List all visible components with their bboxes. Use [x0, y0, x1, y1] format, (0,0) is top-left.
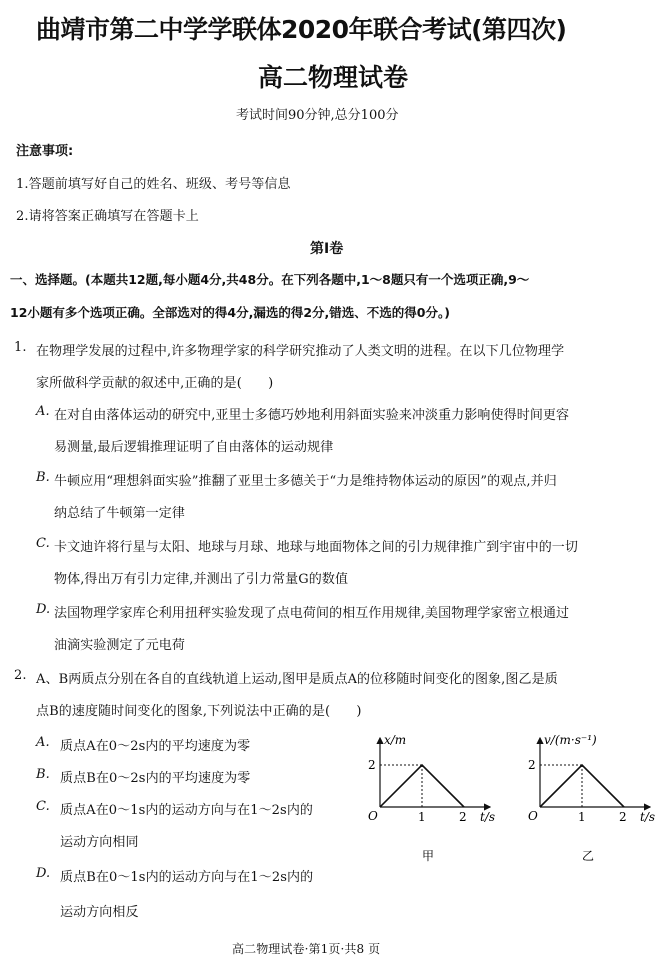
q2-option-a-line1: 质点A在0～2s内的平均速度为零	[60, 739, 251, 754]
part1-instructions-line2: 12小题有多个选项正确。全部选对的得4分,漏选的得2分,错选、不选的得0分。)	[10, 305, 450, 320]
notice-heading: 注意事项:	[16, 144, 74, 159]
q2-stem-line1: A、B两质点分别在各自的直线轨道上运动,图甲是质点A的位移随时间变化的图象,图乙是质	[36, 672, 558, 687]
q1-option-b-line1: 牛顿应用“理想斜面实验”推翻了亚里士多德关于“力是维持物体运动的原因”的观点,并归	[54, 474, 557, 489]
exam-subtitle: 高二物理试卷	[258, 63, 409, 92]
q1-option-d-line2: 油滴实验测定了元电荷	[54, 638, 186, 653]
jia-y-tick: 2	[368, 758, 376, 772]
jia-origin: O	[368, 809, 378, 823]
yi-origin: O	[528, 809, 538, 823]
part1-instructions-line1: 一、选择题。(本题共12题,每小题4分,共48分。在下列各题中,1～8题只有一个选项正确,9～	[10, 272, 530, 287]
yi-xlabel: t/s	[640, 810, 656, 824]
q1-option-a-letter: A.	[36, 404, 50, 419]
jia-xlabel: t/s	[480, 810, 496, 824]
q1-option-a-line2: 易测量,最后逻辑推理证明了自由落体的运动规律	[54, 440, 334, 455]
q1-stem-line2: 家所做科学贡献的叙述中,正确的是( )	[36, 376, 274, 391]
yi-ylabel: v/(m·s⁻¹)	[544, 733, 597, 747]
q2-option-d-line1: 质点B在0～1s内的运动方向与在1～2s内的	[60, 870, 314, 885]
graph-jia	[360, 730, 500, 870]
yi-x-tick-1: 1	[578, 810, 586, 824]
graph-yi	[520, 730, 660, 870]
q2-option-b-line1: 质点B在0～2s内的平均速度为零	[60, 771, 251, 786]
q2-option-b-letter: B.	[36, 767, 50, 782]
q2-number: 2.	[14, 668, 27, 683]
q2-option-d-letter: D.	[36, 866, 51, 881]
q2-option-a-letter: A.	[36, 735, 50, 750]
q2-option-c-line1: 质点A在0～1s内的运动方向与在1～2s内的	[60, 803, 314, 818]
notice-item-1: 1.答题前填写好自己的姓名、班级、考号等信息	[16, 177, 291, 192]
jia-ylabel: x/m	[384, 733, 407, 747]
section-title: 第Ⅰ卷	[310, 241, 344, 257]
q2-option-d-line2: 运动方向相反	[60, 905, 139, 920]
q2-option-c-letter: C.	[36, 799, 50, 814]
q1-stem-line1: 在物理学发展的过程中,许多物理学家的科学研究推动了人类文明的进程。在以下几位物理学	[36, 344, 565, 359]
q1-option-a-line1: 在对自由落体运动的研究中,亚里士多德巧妙地利用斜面实验来冲淡重力影响使得时间更容	[54, 408, 570, 423]
exam-title: 曲靖市第二中学学联体2020年联合考试(第四次)	[36, 15, 567, 44]
q1-option-c-line1: 卡文迪许将行星与太阳、地球与月球、地球与地面物体之间的引力规律推广到宇宙中的一切	[54, 540, 579, 555]
yi-x-tick-2: 2	[619, 810, 627, 824]
q1-number: 1.	[14, 340, 27, 355]
q1-option-d-line1: 法国物理学家库仑利用扭秤实验发现了点电荷间的相互作用规律,美国物理学家密立根通过	[54, 606, 570, 621]
q1-option-b-line2: 纳总结了牛顿第一定律	[54, 506, 186, 521]
page-footer: 高二物理试卷·第1页·共8 页	[232, 942, 381, 956]
q1-option-b-letter: B.	[36, 470, 50, 485]
notice-item-2: 2.请将答案正确填写在答题卡上	[16, 209, 199, 224]
yi-y-tick: 2	[528, 758, 536, 772]
q1-option-c-letter: C.	[36, 536, 50, 551]
jia-x-tick-2: 2	[459, 810, 467, 824]
q2-option-c-line2: 运动方向相同	[60, 835, 139, 850]
exam-meta: 考试时间90分钟,总分100分	[236, 108, 399, 123]
q1-option-c-line2: 物体,得出万有引力定律,并测出了引力常量G的数值	[54, 572, 349, 587]
jia-caption: 甲	[422, 849, 435, 863]
q1-option-d-letter: D.	[36, 602, 51, 617]
jia-x-tick-1: 1	[418, 810, 426, 824]
q2-stem-line2: 点B的速度随时间变化的图象,下列说法中正确的是( )	[36, 704, 362, 719]
yi-caption: 乙	[582, 849, 595, 863]
